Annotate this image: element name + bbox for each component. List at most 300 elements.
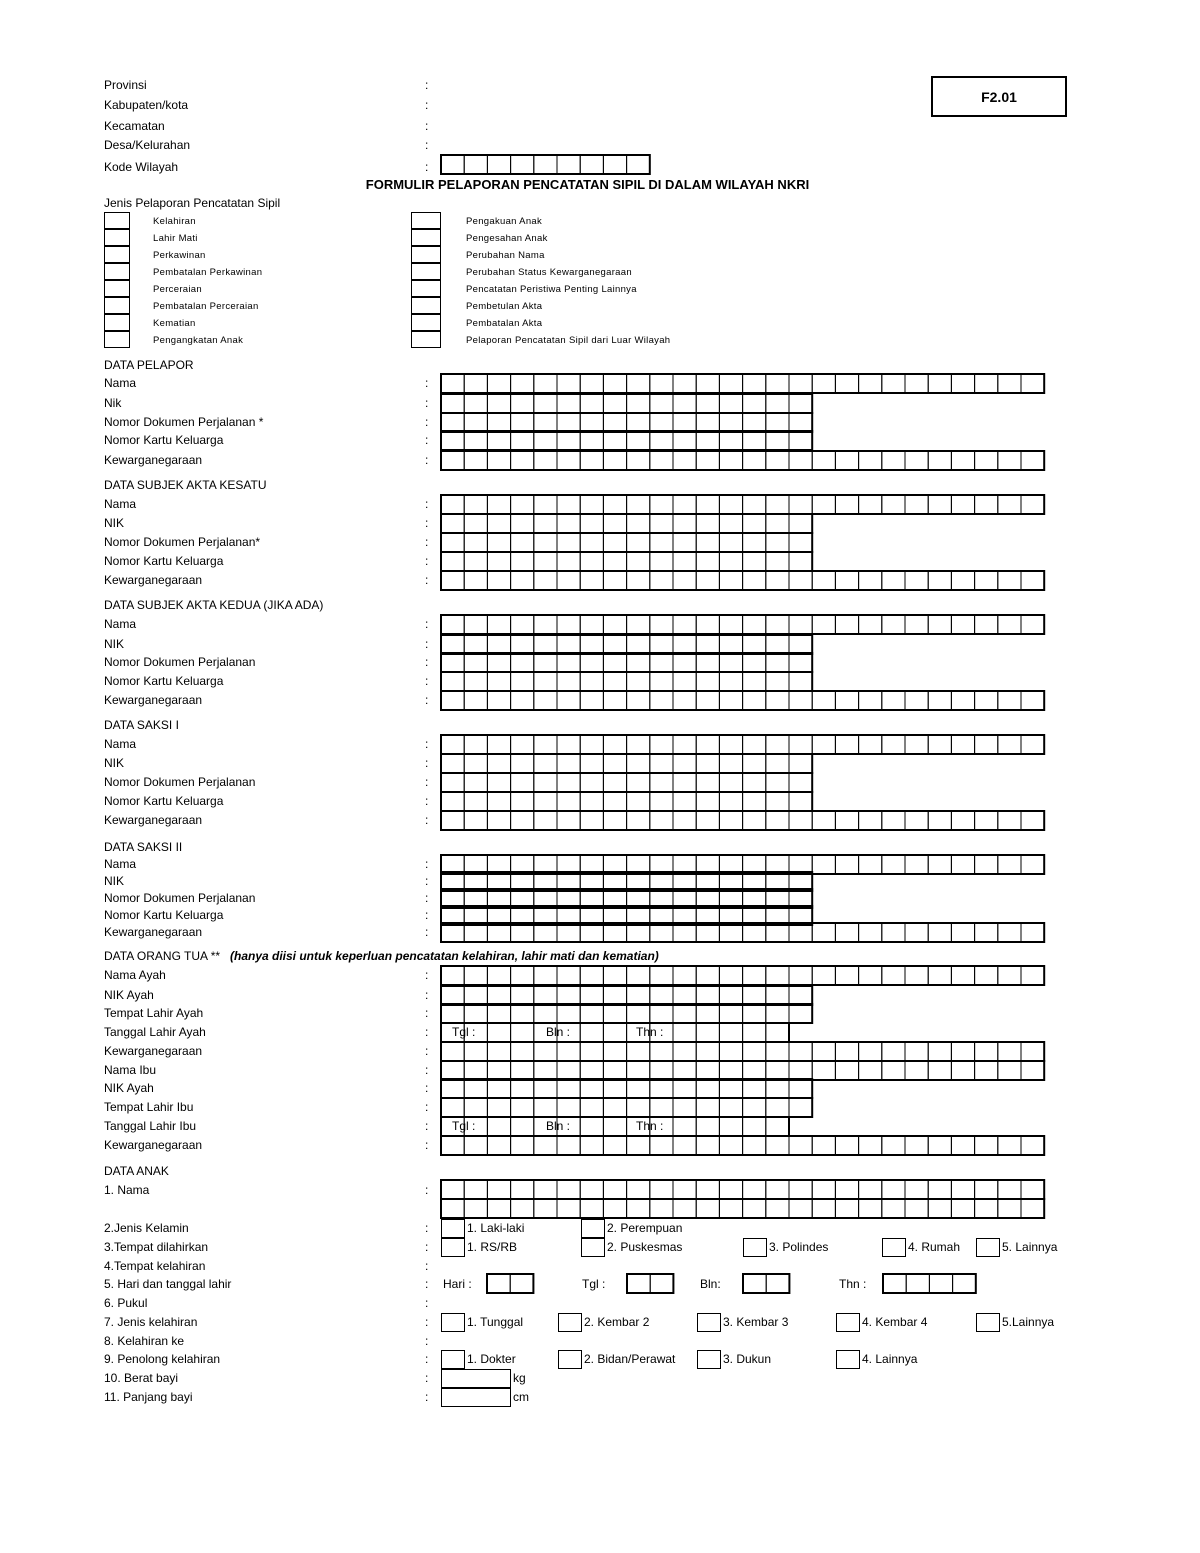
char-cell[interactable]: [905, 374, 928, 393]
char-cell[interactable]: [951, 1180, 974, 1199]
char-cell[interactable]: [789, 773, 812, 792]
char-cell[interactable]: [650, 735, 673, 754]
char-cell[interactable]: [719, 1061, 742, 1080]
char-cell[interactable]: [557, 1098, 580, 1117]
char-cell[interactable]: [627, 394, 650, 413]
char-cell[interactable]: [464, 691, 487, 710]
char-cell[interactable]: [464, 1136, 487, 1155]
field-cells[interactable]: [441, 1098, 812, 1117]
char-cell[interactable]: [487, 1061, 510, 1080]
char-cell[interactable]: [673, 773, 696, 792]
char-cell[interactable]: [464, 986, 487, 1005]
char-cell[interactable]: [743, 495, 766, 514]
char-cell[interactable]: [1021, 451, 1044, 470]
char-cell[interactable]: [905, 1180, 928, 1199]
char-cell[interactable]: [464, 754, 487, 773]
char-cell[interactable]: [673, 1004, 696, 1023]
char-cell[interactable]: [464, 615, 487, 634]
char-cell[interactable]: [673, 986, 696, 1005]
char-cell[interactable]: [743, 986, 766, 1005]
char-cell[interactable]: [557, 495, 580, 514]
char-cell[interactable]: [928, 923, 951, 942]
char-cell[interactable]: [580, 451, 603, 470]
field-cells[interactable]: [441, 735, 1044, 754]
char-cell[interactable]: [603, 552, 626, 571]
char-cell[interactable]: [998, 1042, 1021, 1061]
char-cell[interactable]: [627, 1079, 650, 1098]
char-cell[interactable]: [557, 374, 580, 393]
char-cell[interactable]: [580, 495, 603, 514]
char-cell[interactable]: [789, 754, 812, 773]
char-cell[interactable]: [534, 431, 557, 450]
char-cell[interactable]: [835, 615, 858, 634]
char-cell[interactable]: [812, 495, 835, 514]
char-cell[interactable]: [627, 1042, 650, 1061]
char-cell[interactable]: [487, 615, 510, 634]
char-cell[interactable]: [905, 691, 928, 710]
char-cell[interactable]: [951, 615, 974, 634]
char-cell[interactable]: [627, 451, 650, 470]
char-cell[interactable]: [511, 571, 534, 590]
char-cell[interactable]: [511, 413, 534, 432]
char-cell[interactable]: [627, 754, 650, 773]
char-cell[interactable]: [743, 394, 766, 413]
field-cells[interactable]: [441, 552, 812, 571]
char-cell[interactable]: [627, 653, 650, 672]
char-cell[interactable]: [696, 451, 719, 470]
char-cell[interactable]: [557, 792, 580, 811]
char-cell[interactable]: [580, 1098, 603, 1117]
char-cell[interactable]: [627, 1061, 650, 1080]
char-cell[interactable]: [580, 811, 603, 830]
char-cell[interactable]: [905, 451, 928, 470]
char-cell[interactable]: [719, 792, 742, 811]
char-cell[interactable]: [534, 1023, 557, 1042]
char-cell[interactable]: [534, 1079, 557, 1098]
char-cell[interactable]: [650, 754, 673, 773]
char-cell[interactable]: [511, 1098, 534, 1117]
char-cell[interactable]: [789, 1079, 812, 1098]
char-cell[interactable]: [951, 495, 974, 514]
char-cell[interactable]: [766, 811, 789, 830]
char-cell[interactable]: [998, 451, 1021, 470]
char-cell[interactable]: [859, 451, 882, 470]
char-cell[interactable]: [650, 495, 673, 514]
char-cell[interactable]: [511, 514, 534, 533]
char-cell[interactable]: [534, 571, 557, 590]
char-cell[interactable]: [975, 966, 998, 985]
char-cell[interactable]: [743, 615, 766, 634]
char-cell[interactable]: [1021, 855, 1044, 874]
char-cell[interactable]: [812, 966, 835, 985]
kode-wilayah-cells[interactable]: [441, 155, 650, 174]
field-cells[interactable]: [441, 615, 1044, 634]
char-cell[interactable]: [650, 966, 673, 985]
char-cell[interactable]: [441, 635, 464, 654]
char-cell[interactable]: [766, 1023, 789, 1042]
char-cell[interactable]: [766, 754, 789, 773]
char-cell[interactable]: [766, 653, 789, 672]
char-cell[interactable]: [487, 1136, 510, 1155]
char-cell[interactable]: [696, 571, 719, 590]
char-cell[interactable]: [557, 735, 580, 754]
char-cell[interactable]: [673, 374, 696, 393]
char-cell[interactable]: [580, 552, 603, 571]
char-cell[interactable]: [673, 811, 696, 830]
char-cell[interactable]: [998, 691, 1021, 710]
char-cell[interactable]: [580, 792, 603, 811]
char-cell[interactable]: [673, 451, 696, 470]
char-cell[interactable]: [534, 1180, 557, 1199]
char-cell[interactable]: [882, 691, 905, 710]
char-cell[interactable]: [487, 735, 510, 754]
char-cell[interactable]: [1021, 1136, 1044, 1155]
field-cells[interactable]: [441, 514, 812, 533]
char-cell[interactable]: [766, 533, 789, 552]
char-cell[interactable]: [464, 792, 487, 811]
field-cells[interactable]: [441, 1079, 812, 1098]
char-cell[interactable]: [882, 571, 905, 590]
char-cell[interactable]: [859, 1180, 882, 1199]
char-cell[interactable]: [743, 635, 766, 654]
char-cell[interactable]: [487, 653, 510, 672]
char-cell[interactable]: [511, 1180, 534, 1199]
char-cell[interactable]: [859, 1199, 882, 1218]
char-cell[interactable]: [534, 495, 557, 514]
char-cell[interactable]: [743, 691, 766, 710]
char-cell[interactable]: [812, 811, 835, 830]
field-cells[interactable]: [441, 1023, 789, 1042]
char-cell[interactable]: [975, 923, 998, 942]
char-cell[interactable]: [859, 374, 882, 393]
char-cell[interactable]: [789, 966, 812, 985]
char-cell[interactable]: [1021, 374, 1044, 393]
char-cell[interactable]: [719, 451, 742, 470]
char-cell[interactable]: [650, 552, 673, 571]
char-cell[interactable]: [650, 571, 673, 590]
char-cell[interactable]: [534, 1098, 557, 1117]
char-cell[interactable]: [696, 1136, 719, 1155]
char-cell[interactable]: [511, 451, 534, 470]
char-cell[interactable]: [627, 792, 650, 811]
char-cell[interactable]: [603, 792, 626, 811]
char-cell[interactable]: [882, 923, 905, 942]
char-cell[interactable]: [487, 533, 510, 552]
char-cell[interactable]: [696, 1061, 719, 1080]
char-cell[interactable]: [650, 394, 673, 413]
char-cell[interactable]: [766, 514, 789, 533]
char-cell[interactable]: [835, 966, 858, 985]
char-cell[interactable]: [719, 635, 742, 654]
char-cell[interactable]: [719, 413, 742, 432]
char-cell[interactable]: [766, 672, 789, 691]
char-cell[interactable]: [766, 1117, 789, 1136]
char-cell[interactable]: [673, 1136, 696, 1155]
char-cell[interactable]: [743, 1098, 766, 1117]
char-cell[interactable]: [464, 533, 487, 552]
char-cell[interactable]: [719, 1098, 742, 1117]
char-cell[interactable]: [534, 552, 557, 571]
field-cells[interactable]: [441, 811, 1044, 830]
char-cell[interactable]: [975, 691, 998, 710]
char-cell[interactable]: [789, 792, 812, 811]
char-cell[interactable]: [696, 986, 719, 1005]
char-cell[interactable]: [905, 571, 928, 590]
char-cell[interactable]: [859, 691, 882, 710]
char-cell[interactable]: [511, 1136, 534, 1155]
char-cell[interactable]: [534, 533, 557, 552]
char-cell[interactable]: [534, 374, 557, 393]
char-cell[interactable]: [766, 1274, 789, 1293]
char-cell[interactable]: [673, 1117, 696, 1136]
char-cell[interactable]: [859, 735, 882, 754]
char-cell[interactable]: [743, 811, 766, 830]
char-cell[interactable]: [603, 691, 626, 710]
char-cell[interactable]: [789, 735, 812, 754]
char-cell[interactable]: [487, 571, 510, 590]
field-cells[interactable]: [441, 533, 812, 552]
char-cell[interactable]: [627, 413, 650, 432]
char-cell[interactable]: [511, 374, 534, 393]
char-cell[interactable]: [441, 431, 464, 450]
char-cell[interactable]: [650, 615, 673, 634]
char-cell[interactable]: [673, 672, 696, 691]
char-cell[interactable]: [766, 552, 789, 571]
char-cell[interactable]: [975, 735, 998, 754]
field-cells[interactable]: [441, 635, 812, 654]
field-cells[interactable]: [441, 394, 812, 413]
char-cell[interactable]: [743, 1023, 766, 1042]
field-cells[interactable]: [441, 691, 1044, 710]
char-cell[interactable]: [441, 1180, 464, 1199]
char-cell[interactable]: [928, 735, 951, 754]
field-cells[interactable]: [441, 413, 812, 432]
char-cell[interactable]: [511, 1199, 534, 1218]
field-cells[interactable]: [441, 966, 1044, 985]
char-cell[interactable]: [789, 571, 812, 590]
char-cell[interactable]: [743, 514, 766, 533]
char-cell[interactable]: [464, 1042, 487, 1061]
char-cell[interactable]: [511, 672, 534, 691]
char-cell[interactable]: [789, 1042, 812, 1061]
char-cell[interactable]: [441, 394, 464, 413]
field-cells[interactable]: [441, 653, 812, 672]
nama-anak-cells-2[interactable]: [441, 1199, 1044, 1218]
char-cell[interactable]: [487, 514, 510, 533]
char-cell[interactable]: [719, 1117, 742, 1136]
char-cell[interactable]: [696, 394, 719, 413]
char-cell[interactable]: [975, 615, 998, 634]
char-cell[interactable]: [673, 653, 696, 672]
char-cell[interactable]: [441, 754, 464, 773]
field-cells[interactable]: [441, 986, 812, 1005]
char-cell[interactable]: [464, 451, 487, 470]
char-cell[interactable]: [1021, 571, 1044, 590]
char-cell[interactable]: [928, 811, 951, 830]
char-cell[interactable]: [766, 431, 789, 450]
char-cell[interactable]: [534, 1004, 557, 1023]
char-cell[interactable]: [650, 1061, 673, 1080]
char-cell[interactable]: [928, 1180, 951, 1199]
char-cell[interactable]: [627, 1098, 650, 1117]
char-cell[interactable]: [580, 1136, 603, 1155]
char-cell[interactable]: [743, 672, 766, 691]
char-cell[interactable]: [511, 615, 534, 634]
char-cell[interactable]: [580, 394, 603, 413]
char-cell[interactable]: [511, 773, 534, 792]
char-cell[interactable]: [953, 1274, 976, 1293]
char-cell[interactable]: [511, 552, 534, 571]
char-cell[interactable]: [487, 635, 510, 654]
char-cell[interactable]: [580, 155, 603, 174]
char-cell[interactable]: [650, 672, 673, 691]
char-cell[interactable]: [534, 986, 557, 1005]
char-cell[interactable]: [673, 1079, 696, 1098]
char-cell[interactable]: [766, 571, 789, 590]
char-cell[interactable]: [511, 1061, 534, 1080]
char-cell[interactable]: [487, 1274, 510, 1293]
char-cell[interactable]: [534, 754, 557, 773]
char-cell[interactable]: [859, 615, 882, 634]
char-cell[interactable]: [998, 855, 1021, 874]
char-cell[interactable]: [766, 1180, 789, 1199]
char-cell[interactable]: [696, 413, 719, 432]
char-cell[interactable]: [743, 1042, 766, 1061]
char-cell[interactable]: [557, 691, 580, 710]
char-cell[interactable]: [951, 1136, 974, 1155]
char-cell[interactable]: [557, 431, 580, 450]
char-cell[interactable]: [905, 966, 928, 985]
char-cell[interactable]: [673, 966, 696, 985]
char-cell[interactable]: [719, 394, 742, 413]
char-cell[interactable]: [928, 615, 951, 634]
char-cell[interactable]: [580, 1061, 603, 1080]
char-cell[interactable]: [928, 855, 951, 874]
char-cell[interactable]: [766, 1199, 789, 1218]
char-cell[interactable]: [650, 811, 673, 830]
char-cell[interactable]: [928, 374, 951, 393]
char-cell[interactable]: [511, 394, 534, 413]
char-cell[interactable]: [673, 735, 696, 754]
char-cell[interactable]: [696, 374, 719, 393]
char-cell[interactable]: [696, 754, 719, 773]
char-cell[interactable]: [743, 735, 766, 754]
char-cell[interactable]: [487, 754, 510, 773]
char-cell[interactable]: [905, 615, 928, 634]
char-cell[interactable]: [603, 1098, 626, 1117]
char-cell[interactable]: [673, 1180, 696, 1199]
char-cell[interactable]: [487, 1079, 510, 1098]
char-cell[interactable]: [743, 431, 766, 450]
char-cell[interactable]: [882, 855, 905, 874]
char-cell[interactable]: [882, 615, 905, 634]
char-cell[interactable]: [998, 495, 1021, 514]
char-cell[interactable]: [627, 966, 650, 985]
char-cell[interactable]: [766, 1004, 789, 1023]
char-cell[interactable]: [580, 533, 603, 552]
char-cell[interactable]: [743, 552, 766, 571]
char-cell[interactable]: [789, 394, 812, 413]
char-cell[interactable]: [511, 1023, 534, 1042]
char-cell[interactable]: [766, 1061, 789, 1080]
char-cell[interactable]: [464, 635, 487, 654]
field-cells[interactable]: [441, 374, 1044, 393]
char-cell[interactable]: [627, 735, 650, 754]
char-cell[interactable]: [487, 451, 510, 470]
char-cell[interactable]: [441, 1098, 464, 1117]
char-cell[interactable]: [719, 615, 742, 634]
char-cell[interactable]: [673, 394, 696, 413]
char-cell[interactable]: [603, 1180, 626, 1199]
char-cell[interactable]: [789, 1199, 812, 1218]
char-cell[interactable]: [789, 1098, 812, 1117]
char-cell[interactable]: [696, 1117, 719, 1136]
char-cell[interactable]: [859, 571, 882, 590]
char-cell[interactable]: [603, 635, 626, 654]
char-cell[interactable]: [951, 855, 974, 874]
char-cell[interactable]: [673, 533, 696, 552]
field-cells[interactable]: [441, 571, 1044, 590]
char-cell[interactable]: [534, 811, 557, 830]
char-cell[interactable]: [835, 735, 858, 754]
char-cell[interactable]: [511, 635, 534, 654]
char-cell[interactable]: [859, 855, 882, 874]
char-cell[interactable]: [627, 1199, 650, 1218]
char-cell[interactable]: [743, 413, 766, 432]
char-cell[interactable]: [673, 754, 696, 773]
char-cell[interactable]: [859, 811, 882, 830]
char-cell[interactable]: [743, 374, 766, 393]
char-cell[interactable]: [650, 431, 673, 450]
char-cell[interactable]: [696, 811, 719, 830]
char-cell[interactable]: [998, 615, 1021, 634]
char-cell[interactable]: [719, 533, 742, 552]
char-cell[interactable]: [882, 1061, 905, 1080]
char-cell[interactable]: [789, 413, 812, 432]
char-cell[interactable]: [743, 792, 766, 811]
char-cell[interactable]: [627, 1136, 650, 1155]
char-cell[interactable]: [859, 923, 882, 942]
char-cell[interactable]: [673, 514, 696, 533]
char-cell[interactable]: [534, 1042, 557, 1061]
char-cell[interactable]: [603, 966, 626, 985]
char-cell[interactable]: [975, 495, 998, 514]
char-cell[interactable]: [580, 1023, 603, 1042]
char-cell[interactable]: [603, 773, 626, 792]
char-cell[interactable]: [511, 155, 534, 174]
char-cell[interactable]: [696, 1098, 719, 1117]
char-cell[interactable]: [534, 1199, 557, 1218]
char-cell[interactable]: [464, 394, 487, 413]
char-cell[interactable]: [441, 1023, 464, 1042]
char-cell[interactable]: [905, 1199, 928, 1218]
char-cell[interactable]: [673, 413, 696, 432]
char-cell[interactable]: [812, 374, 835, 393]
char-cell[interactable]: [487, 394, 510, 413]
char-cell[interactable]: [929, 1274, 952, 1293]
char-cell[interactable]: [557, 394, 580, 413]
char-cell[interactable]: [511, 431, 534, 450]
field-cells[interactable]: [441, 672, 812, 691]
char-cell[interactable]: [975, 571, 998, 590]
char-cell[interactable]: [673, 792, 696, 811]
char-cell[interactable]: [951, 691, 974, 710]
char-cell[interactable]: [627, 1023, 650, 1042]
char-cell[interactable]: [534, 1136, 557, 1155]
char-cell[interactable]: [998, 811, 1021, 830]
char-cell[interactable]: [441, 691, 464, 710]
char-cell[interactable]: [603, 811, 626, 830]
